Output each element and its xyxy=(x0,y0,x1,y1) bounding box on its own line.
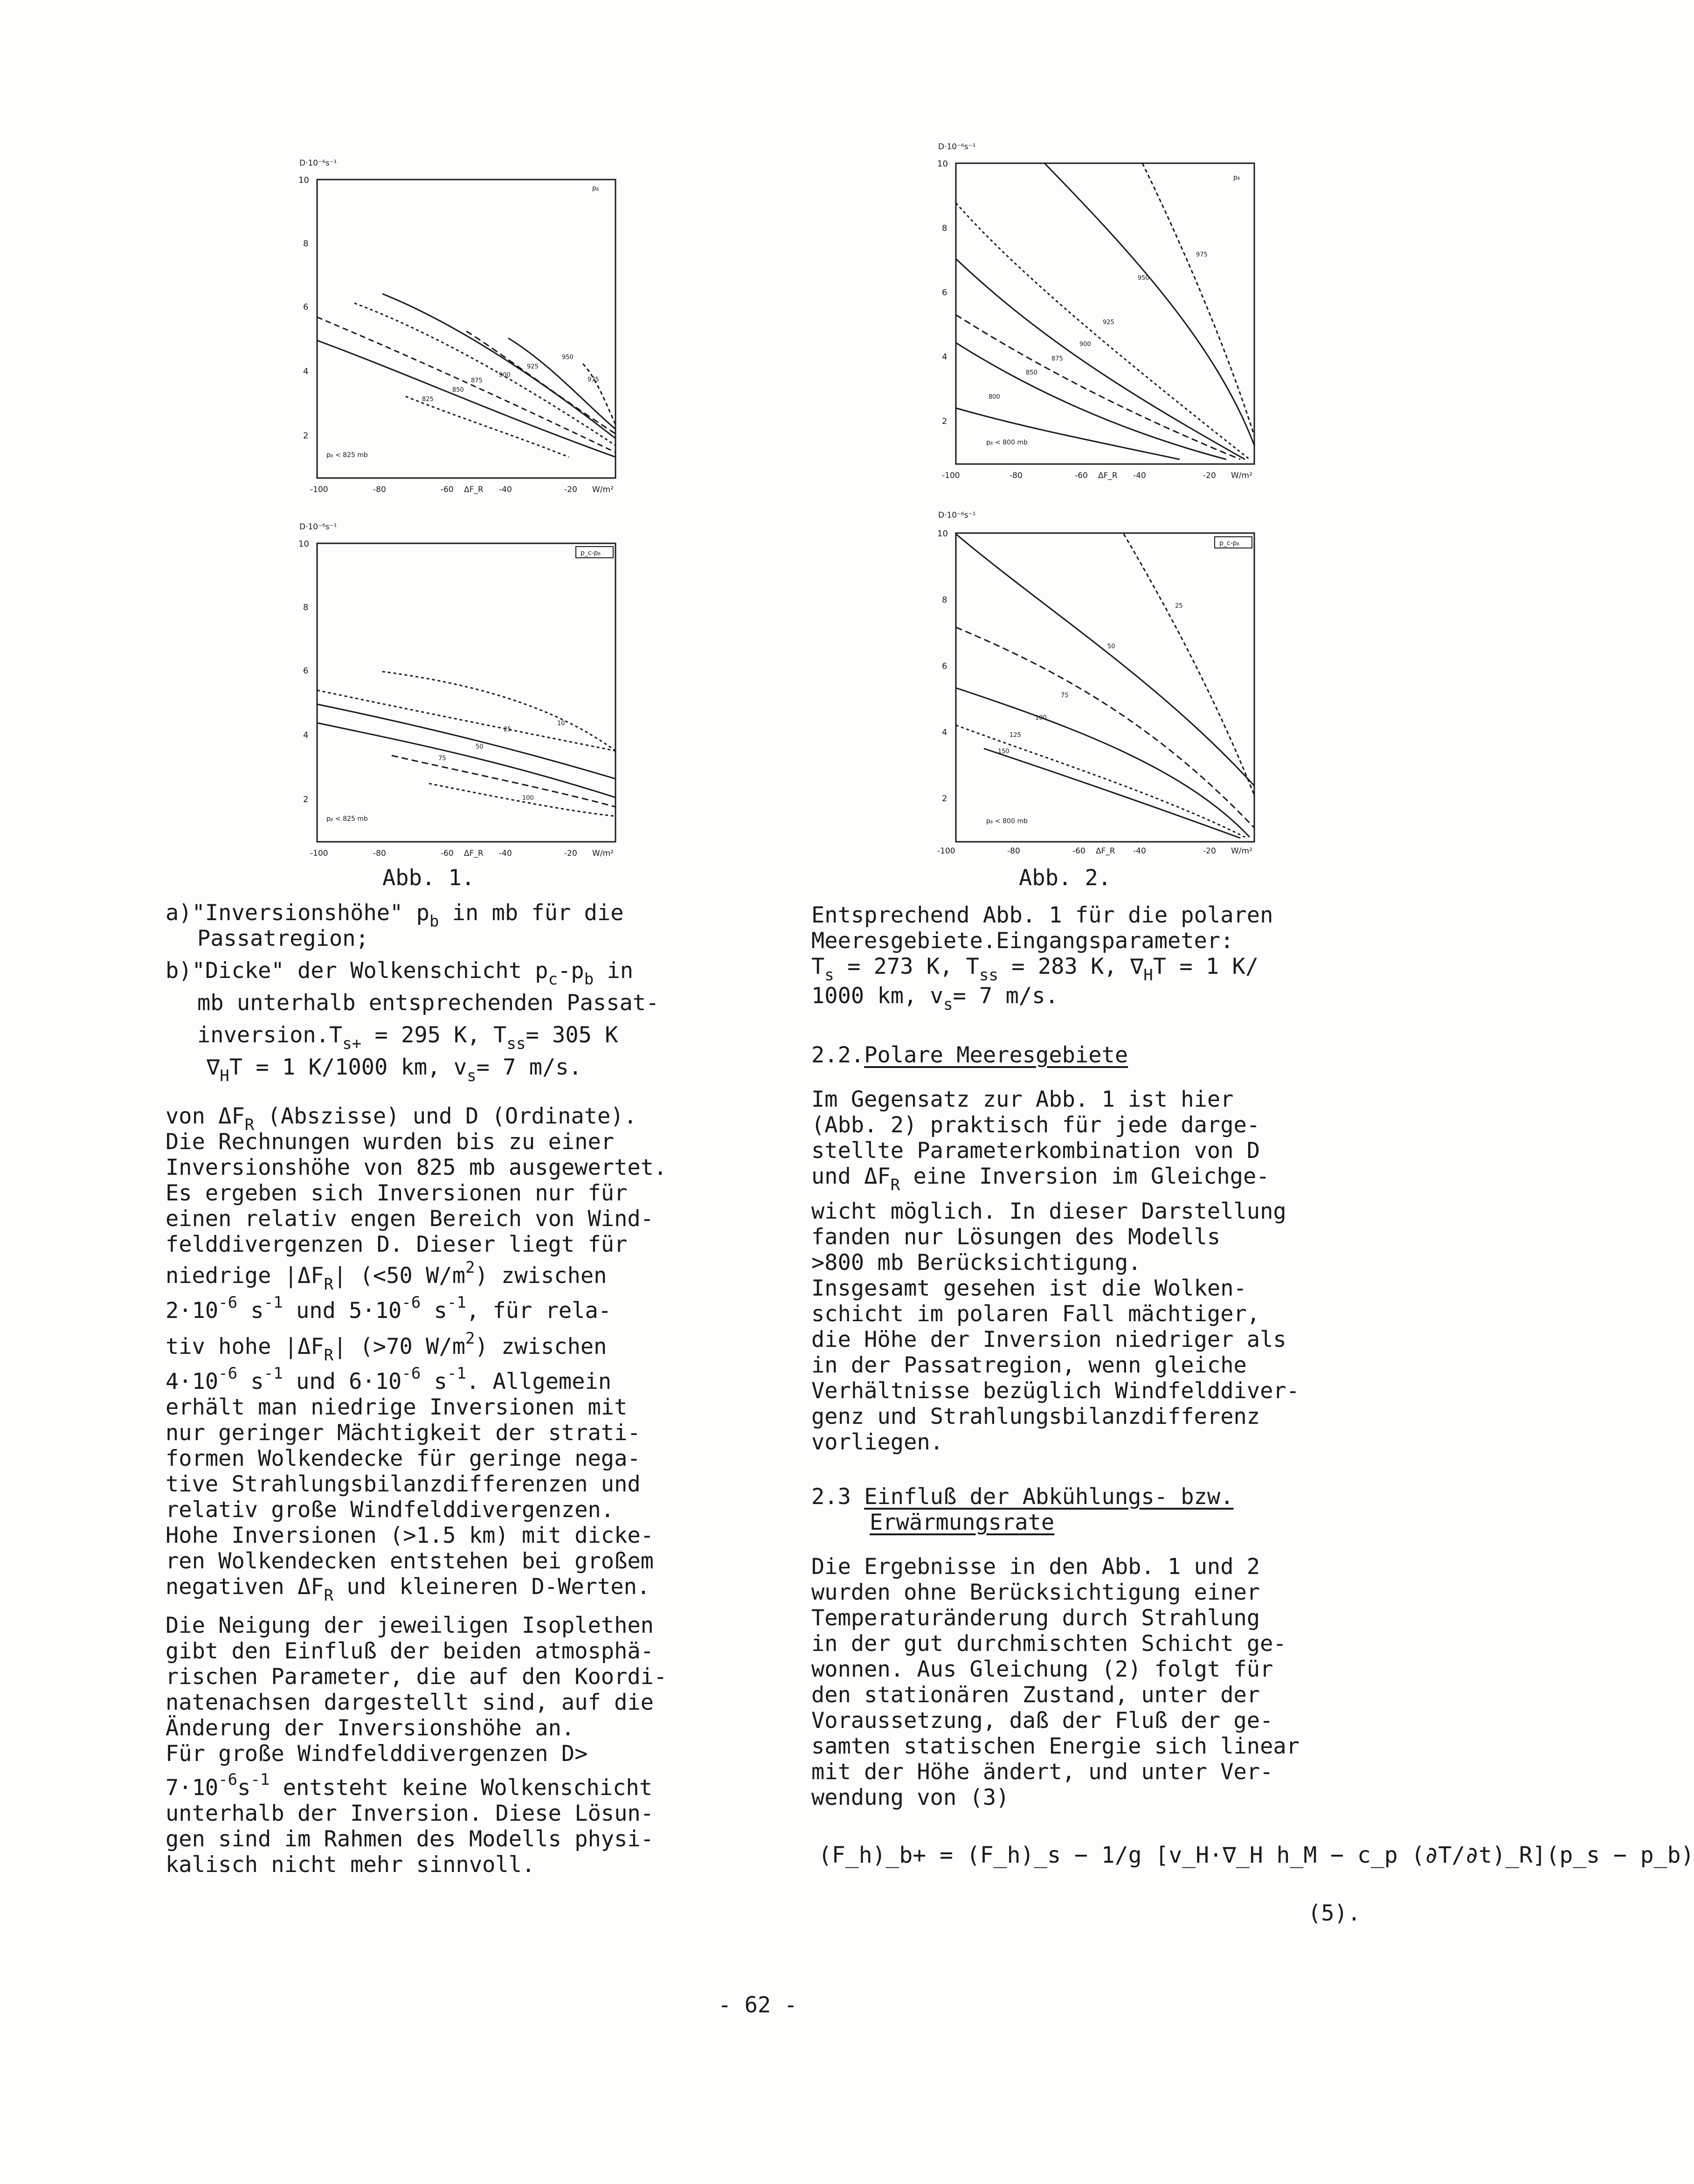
section-heading-2-2 xyxy=(811,1042,1300,1068)
paragraph-line xyxy=(166,1364,667,1394)
isoline-label: 100 xyxy=(522,795,534,802)
text: s xyxy=(943,995,953,1014)
isoline xyxy=(956,259,1245,459)
isoline-label: 125 xyxy=(1009,732,1021,739)
paragraph-line: wonnen. Aus Gleichung (2) folgt für xyxy=(811,1657,1273,1682)
ytick: 8 xyxy=(303,603,309,612)
text: R xyxy=(324,1346,334,1365)
isoline xyxy=(956,408,1180,459)
figure-2a-ylabel: D·10⁻⁶s⁻¹ xyxy=(938,142,976,152)
figure-2b-note: pᵦ < 800 mb xyxy=(986,818,1028,825)
isoline-label: 10 xyxy=(557,720,565,727)
text: und 5·10 xyxy=(283,1298,402,1324)
text: s xyxy=(237,1298,264,1324)
left-column xyxy=(166,900,667,1878)
ytick: 10 xyxy=(298,539,309,549)
isoline-label: 800 xyxy=(989,394,1000,401)
text: -6 xyxy=(401,1293,421,1312)
text: s xyxy=(421,1298,447,1324)
isoline-label: 150 xyxy=(998,748,1009,755)
figure-2b-ylabel: D·10⁻⁶s⁻¹ xyxy=(938,511,976,520)
xtick: -20 xyxy=(1203,846,1216,856)
ytick: 4 xyxy=(303,367,309,376)
figure-1a-xticks xyxy=(310,485,614,494)
isoline-label: 850 xyxy=(452,387,464,394)
figure-1a-isolines xyxy=(317,294,615,457)
xtick: -20 xyxy=(1203,471,1216,480)
isoline xyxy=(956,315,1240,459)
isoline-label: 25 xyxy=(504,726,512,733)
text: b)"Dicke" der Wolkenschicht p xyxy=(166,958,548,984)
text: -6 xyxy=(218,1364,238,1383)
text: R xyxy=(890,1176,900,1194)
isoline xyxy=(406,396,569,457)
section-heading-2-3-cont xyxy=(811,1510,1300,1535)
isoline-label: 900 xyxy=(1079,341,1091,348)
paragraph-line: samten statischen Energie sich linear xyxy=(811,1733,1300,1759)
text: tiv hohe |ΔF xyxy=(166,1334,324,1359)
caption-b-line xyxy=(166,958,667,989)
ytick: 6 xyxy=(303,666,309,676)
text: = 273 K, T xyxy=(834,954,980,979)
figure-1b-frame xyxy=(317,543,615,842)
figure-1a-yticks xyxy=(298,175,309,441)
x-unit: W/m² xyxy=(1231,846,1252,856)
x-unit: W/m² xyxy=(592,485,614,494)
text: b xyxy=(429,912,439,931)
paragraph-line: mit der Höhe ändert, und unter Ver- xyxy=(811,1759,1273,1785)
figure-2a-note: pᵦ < 800 mb xyxy=(986,439,1028,446)
paragraph-line: Die Ergebnisse in den Abb. 1 und 2 xyxy=(811,1554,1260,1580)
text: -1 xyxy=(263,1364,283,1383)
text: b xyxy=(584,970,594,989)
paragraph-line: unterhalb der Inversion. Diese Lösun- xyxy=(166,1801,654,1826)
isoline xyxy=(354,303,615,445)
figure-2a-plot xyxy=(928,138,1264,478)
x-axis-label: ΔF_R xyxy=(1098,471,1118,480)
ytick: 6 xyxy=(942,661,947,671)
text: und ΔF xyxy=(811,1164,891,1189)
ytick: 8 xyxy=(303,239,309,249)
text: -6 xyxy=(401,1364,421,1383)
figure-1a-frame xyxy=(317,180,615,478)
isoline-label: 50 xyxy=(476,743,484,750)
isoline xyxy=(956,203,1250,459)
page-number: - 62 - xyxy=(718,1992,797,2018)
caption-line: Entsprechend Abb. 1 für die polaren xyxy=(811,902,1273,928)
ytick: 4 xyxy=(942,728,947,737)
paragraph-line: gibt den Einfluß der beiden atmosphä- xyxy=(166,1638,654,1664)
paragraph-line xyxy=(166,1103,667,1134)
paragraph-line: formen Wolkendecke für geringe nega- xyxy=(166,1446,641,1471)
ytick: 8 xyxy=(942,223,947,233)
figure-1a xyxy=(289,154,625,492)
text: ss xyxy=(506,1034,526,1053)
ytick: 6 xyxy=(303,302,309,312)
isoline-label: 975 xyxy=(1196,251,1208,258)
text: ) zwischen xyxy=(475,1263,607,1289)
x-unit: W/m² xyxy=(1231,471,1252,480)
text: und kleineren D-Werten. xyxy=(333,1574,650,1600)
x-axis-label: ΔF_R xyxy=(464,849,484,858)
text: 1000 km, v xyxy=(811,983,943,1009)
text: H xyxy=(1143,966,1153,985)
text: -6 xyxy=(218,1293,238,1312)
x-unit: W/m² xyxy=(592,849,614,858)
figure-2a xyxy=(928,138,1264,480)
paragraph-line: tive Strahlungsbilanzdifferenzen und xyxy=(166,1471,641,1497)
equation-number: (5). xyxy=(1308,1900,1361,1926)
text: s xyxy=(237,1775,251,1801)
figure-1b-ylabel: D·10⁻⁶s⁻¹ xyxy=(299,522,337,532)
text: s+ xyxy=(342,1034,362,1053)
figure-2a-yticks xyxy=(937,159,948,426)
xtick: -60 xyxy=(1072,846,1086,856)
isoline-label: 950 xyxy=(1138,275,1149,282)
text: = 7 m/s. xyxy=(476,1054,582,1080)
text: von ΔF xyxy=(166,1103,245,1129)
text: negativen ΔF xyxy=(166,1574,324,1600)
text: ss xyxy=(979,966,998,985)
paragraph-line: schicht im polaren Fall mächtiger, xyxy=(811,1301,1260,1327)
caption-b-line: mb unterhalb entsprechenden Passat- xyxy=(197,990,659,1016)
x-axis-label: ΔF_R xyxy=(1096,846,1115,856)
text: inversion.T xyxy=(197,1022,343,1048)
paragraph-line xyxy=(166,1770,667,1801)
figure-1b-isolines xyxy=(317,672,615,816)
figure-1b-xticks xyxy=(310,849,614,858)
figure-1a-plot xyxy=(289,154,625,494)
xtick: -40 xyxy=(499,849,512,858)
text: c xyxy=(548,970,558,989)
text: s xyxy=(824,966,834,985)
isoline-label: 850 xyxy=(1026,369,1037,376)
text: -1 xyxy=(263,1293,283,1312)
paragraph-line: Die Rechnungen wurden bis zu einer xyxy=(166,1129,615,1155)
text: ∇ xyxy=(207,1054,220,1080)
xtick: -80 xyxy=(1007,846,1020,856)
paragraph-line: Im Gegensatz zur Abb. 1 ist hier xyxy=(811,1087,1234,1112)
isoline-label: 875 xyxy=(471,377,483,384)
ytick: 2 xyxy=(942,416,947,426)
xtick: -100 xyxy=(310,849,328,858)
ytick: 10 xyxy=(937,529,948,539)
paragraph-line: rischen Parameter, die auf den Koordi- xyxy=(166,1664,667,1690)
paragraph-line: >800 mb Berücksichtigung. xyxy=(811,1250,1141,1276)
figure-1b-corner: p_c-pᵦ xyxy=(581,549,601,557)
text: R xyxy=(244,1116,255,1134)
text: = 7 m/s. xyxy=(953,983,1058,1009)
paragraph-line: Die Neigung der jeweiligen Isoplethen xyxy=(166,1613,654,1638)
isoline xyxy=(317,690,615,751)
isoline-label: 925 xyxy=(1103,319,1114,326)
text: T = 1 K/ xyxy=(1153,954,1259,979)
text: 2.2. xyxy=(811,1042,864,1068)
right-column xyxy=(811,902,1300,1810)
figure-2b-corner: p_c-pᵦ xyxy=(1219,540,1240,547)
paragraph-line xyxy=(166,1293,667,1324)
figure-2b-frame xyxy=(956,533,1254,842)
x-axis-label: ΔF_R xyxy=(464,485,484,494)
text: 4·10 xyxy=(166,1369,219,1394)
paragraph-line: Hohe Inversionen (>1.5 km) mit dicke- xyxy=(166,1523,654,1548)
figure-2-caption: Abb. 2. xyxy=(1019,865,1112,891)
paragraph-line: felddivergenzen D. Dieser liegt für xyxy=(166,1232,628,1257)
ytick: 4 xyxy=(942,352,947,362)
figure-2a-isoline-labels xyxy=(989,251,1208,401)
text: R xyxy=(324,1586,334,1605)
isoline xyxy=(956,627,1254,828)
text: 2 xyxy=(465,1329,475,1348)
ytick: 10 xyxy=(298,175,309,185)
text: niedrige |ΔF xyxy=(166,1263,324,1289)
isoline xyxy=(317,317,615,452)
text: Erwärmungsrate xyxy=(870,1510,1055,1535)
text: H xyxy=(220,1067,229,1085)
figure-2b-xticks xyxy=(937,846,1252,856)
text: -p xyxy=(558,958,584,984)
isoline-label: 925 xyxy=(527,363,539,370)
paragraph-line: Es ergeben sich Inversionen nur für xyxy=(166,1180,628,1206)
text: s xyxy=(467,1067,477,1085)
text: -6 xyxy=(218,1770,238,1789)
isoline xyxy=(508,338,615,429)
ytick: 2 xyxy=(303,431,309,441)
isoline-label: 975 xyxy=(588,376,599,383)
paragraph-line xyxy=(166,1329,667,1365)
text: a)"Inversionshöhe" p xyxy=(166,900,429,926)
xtick: -100 xyxy=(310,485,328,494)
paragraph-line: natenachsen dargestellt sind, auf die xyxy=(166,1690,654,1715)
paragraph-line: in der Passatregion, wenn gleiche xyxy=(811,1352,1247,1378)
figure-2b-isoline-labels xyxy=(998,603,1183,755)
paragraph-line: den stationären Zustand, unter der xyxy=(811,1682,1260,1708)
figure-2b-isolines xyxy=(956,534,1254,838)
figure-1-caption: Abb. 1. xyxy=(382,865,475,891)
caption-b-line xyxy=(166,1054,667,1085)
isoline-label: 825 xyxy=(422,396,434,403)
xtick: -60 xyxy=(1075,471,1088,480)
text: und 6·10 xyxy=(283,1369,402,1394)
text: eine Inversion im Gleichge- xyxy=(900,1164,1270,1189)
xtick: -100 xyxy=(937,846,955,856)
xtick: -80 xyxy=(373,485,386,494)
ytick: 2 xyxy=(303,795,309,804)
paragraph-line: Voraussetzung, daß der Fluß der ge- xyxy=(811,1708,1273,1733)
text: = 305 K xyxy=(525,1022,618,1048)
text: R xyxy=(324,1275,334,1294)
isoline xyxy=(1124,534,1254,795)
isoline-label: 875 xyxy=(1051,355,1063,362)
text: T = 1 K/1000 km, v xyxy=(229,1054,467,1080)
text: in mb für die xyxy=(439,900,624,926)
paragraph-line: relativ große Windfelddivergenzen. xyxy=(166,1497,615,1523)
paragraph-line: fanden nur Lösungen des Modells xyxy=(811,1224,1221,1250)
paragraph-line: Für große Windfelddivergenzen D> xyxy=(166,1741,588,1767)
isoline-label: 75 xyxy=(438,755,446,762)
text: ) zwischen xyxy=(475,1334,607,1359)
ytick: 4 xyxy=(303,730,309,740)
xtick: -40 xyxy=(499,485,512,494)
paragraph-line: vorliegen. xyxy=(811,1429,943,1455)
figure-1b xyxy=(289,518,625,858)
text: Einfluß der Abkühlungs- bzw. xyxy=(864,1484,1234,1510)
text: in xyxy=(594,958,634,984)
ytick: 6 xyxy=(942,288,947,298)
paragraph-line: wicht möglich. In dieser Darstellung xyxy=(811,1199,1286,1224)
caption-line xyxy=(811,954,1300,985)
paragraph-line: genz und Strahlungsbilanzdifferenz xyxy=(811,1404,1260,1429)
xtick: -80 xyxy=(1009,471,1023,480)
isoline xyxy=(382,294,615,438)
section-heading-2-3 xyxy=(811,1484,1300,1510)
caption-line: Meeresgebiete.Eingangsparameter: xyxy=(811,928,1234,954)
figure-2a-isolines xyxy=(956,163,1254,459)
equation-5: (F_h)_b+ = (F_h)_s − 1/g [v_H·∇_H h_M − c_p (∂T/∂t)_R](p_s − p_b) xyxy=(818,1842,1694,1868)
figure-2b-yticks xyxy=(937,529,948,804)
paragraph-line: Änderung der Inversionshöhe an. xyxy=(166,1715,575,1741)
isoline xyxy=(956,688,1250,837)
paragraph-line: ren Wolkendecken entstehen bei großem xyxy=(166,1548,654,1574)
paragraph-line: wendung von (3) xyxy=(811,1785,1009,1810)
xtick: -100 xyxy=(942,471,960,480)
xtick: -40 xyxy=(1133,846,1146,856)
text: | (>70 W/m xyxy=(333,1334,466,1359)
text: (Abszisse) und D (Ordinate). xyxy=(254,1103,637,1129)
figure-2b-plot xyxy=(928,506,1264,856)
paragraph-line: gen sind im Rahmen des Modells physi- xyxy=(166,1826,654,1852)
figure-1a-note: pᵦ < 825 mb xyxy=(326,451,368,459)
figure-2b xyxy=(928,506,1264,855)
figure-2a-corner: pᵦ xyxy=(1233,174,1240,181)
text: , für rela- xyxy=(466,1298,612,1324)
text: = 295 K, T xyxy=(361,1022,507,1048)
paragraph-line: wurden ohne Berücksichtigung einer xyxy=(811,1580,1260,1605)
isoline-label: 100 xyxy=(1035,714,1047,721)
text: -1 xyxy=(447,1293,466,1312)
isoline-label: 50 xyxy=(1107,643,1115,650)
figure-1a-corner: pᵦ xyxy=(592,185,599,192)
xtick: -20 xyxy=(564,485,577,494)
text: s xyxy=(421,1369,447,1394)
text: 2.3 xyxy=(811,1484,864,1510)
figure-1b-note: pᵦ < 825 mb xyxy=(326,815,368,823)
paragraph-line: die Höhe der Inversion niedriger als xyxy=(811,1327,1286,1352)
xtick: -80 xyxy=(373,849,386,858)
paragraph-line xyxy=(811,1164,1300,1194)
paragraph-line: kalisch nicht mehr sinnvoll. xyxy=(166,1852,535,1878)
paragraph-line: (Abb. 2) praktisch für jede darge- xyxy=(811,1112,1260,1138)
ytick: 2 xyxy=(942,794,947,804)
figure-1b-yticks xyxy=(298,539,309,804)
paragraph-line: nur geringer Mächtigkeit der strati- xyxy=(166,1420,641,1446)
text: 7·10 xyxy=(166,1775,219,1801)
paragraph-line: Temperaturänderung durch Strahlung xyxy=(811,1605,1260,1631)
caption-a-line xyxy=(166,900,667,931)
paragraph-line: einen relativ engen Bereich von Wind- xyxy=(166,1206,654,1232)
figure-1b-plot xyxy=(289,518,625,858)
paragraph-line: in der gut durchmischten Schicht ge- xyxy=(811,1631,1286,1657)
paragraph-line xyxy=(166,1574,667,1605)
xtick: -40 xyxy=(1133,471,1146,480)
isoline-label: 25 xyxy=(1175,603,1183,610)
paragraph-line: stellte Parameterkombination von D xyxy=(811,1138,1260,1164)
text: -1 xyxy=(447,1364,466,1383)
paragraph-line: Verhältnisse bezüglich Windfelddiver- xyxy=(811,1378,1300,1404)
xtick: -20 xyxy=(564,849,577,858)
text: entsteht keine Wolkenschicht xyxy=(270,1775,652,1801)
isoline-label: 950 xyxy=(562,354,574,361)
isoline xyxy=(317,723,615,797)
ytick: 10 xyxy=(937,159,948,169)
text: = 283 K, ∇ xyxy=(998,954,1144,979)
text: -1 xyxy=(250,1770,270,1789)
text: s xyxy=(237,1369,264,1394)
text: | (<50 W/m xyxy=(333,1263,466,1289)
paragraph-line: Insgesamt gesehen ist die Wolken- xyxy=(811,1276,1247,1301)
caption-line xyxy=(811,983,1300,1014)
ytick: 8 xyxy=(942,595,947,605)
isoline xyxy=(1142,163,1254,436)
paragraph-line xyxy=(166,1258,667,1294)
isoline-label: 75 xyxy=(1061,692,1069,699)
caption-b-line xyxy=(166,1022,667,1053)
xtick: -60 xyxy=(441,849,454,858)
paragraph-line: Inversionshöhe von 825 mb ausgewertet. xyxy=(166,1155,667,1180)
caption-a-line: Passatregion; xyxy=(197,926,369,951)
paragraph-line: erhält man niedrige Inversionen mit xyxy=(166,1394,628,1420)
text: . Allgemein xyxy=(466,1369,612,1394)
text: T xyxy=(811,954,825,979)
isoline-label: 900 xyxy=(499,372,511,379)
text: 2 xyxy=(465,1258,475,1277)
figure-1a-ylabel: D·10⁻⁶s⁻¹ xyxy=(299,159,337,168)
xtick: -60 xyxy=(441,485,454,494)
text: 2·10 xyxy=(166,1298,219,1324)
isoline xyxy=(392,756,615,807)
figure-2a-xticks xyxy=(942,471,1252,480)
text: Polare Meeresgebiete xyxy=(864,1042,1128,1068)
